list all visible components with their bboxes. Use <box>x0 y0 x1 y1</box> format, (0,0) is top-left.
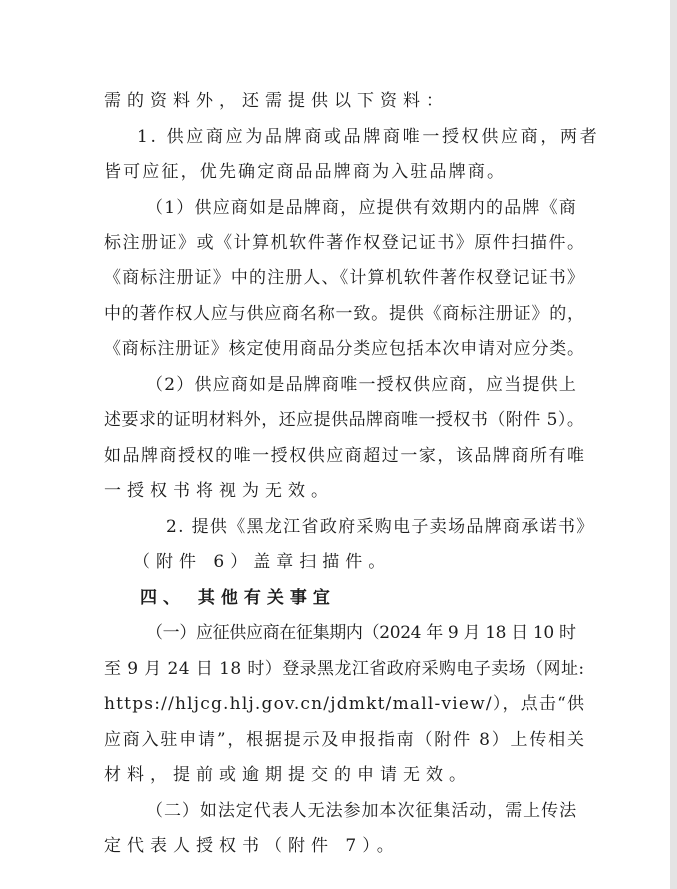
text-line: 应商入驻申请”，根据提示及申报指南（附件 8）上传相关 <box>104 730 586 750</box>
page-edge <box>670 0 677 889</box>
text-line: （1）供应商如是品牌商，应提供有效期内的品牌《商 <box>146 198 578 218</box>
text-line: 定代表人授权书（附件 7）。 <box>104 836 400 856</box>
text-line: 中的著作权人应与供应商名称一致。提供《商标注册证》的， <box>104 304 585 324</box>
text-line: 需的资料外，还需提供以下资料： <box>104 91 449 111</box>
text-line: 至 9 月 24 日 18 时）登录黑龙江省政府采购电子卖场（网址: <box>104 659 585 679</box>
text-line: 皆可应征，优先确定商品品牌商为入驻品牌商。 <box>104 162 507 182</box>
text-line: （附件 6）盖章扫描件。 <box>133 552 392 572</box>
text-line: （一）应征供应商在征集期内（2024 年 9 月 18 日 10 时 <box>146 623 576 643</box>
text-line: 述要求的证明材料外，还应提供品牌商唯一授权书（附件 5）。 <box>104 410 585 430</box>
section-heading: 四、 其他有关事宜 <box>140 588 336 608</box>
text-line: 标注册证》或《计算机软件著作权登记证书》原件扫描件。 <box>104 233 586 253</box>
text-line: 2. 提供《黑龙江省政府采购电子卖场品牌商承诺书》 <box>166 517 595 537</box>
text-line: 如品牌商授权的唯一授权供应商超过一家，该品牌商所有唯 <box>104 446 586 466</box>
url-line: https://hljcg.hlj.gov.cn/jdmkt/mall-view/），点击“供 <box>104 694 586 714</box>
text-line: 《商标注册证》核定使用商品分类应包括本次申请对应分类。 <box>104 339 585 359</box>
text-line: 材料，提前或逾期提交的申请无效。 <box>104 765 472 785</box>
text-line: 1. 供应商应为品牌商或品牌商唯一授权供应商，两者 <box>137 127 600 147</box>
text-line: （2）供应商如是品牌商唯一授权供应商，应当提供上 <box>146 375 578 395</box>
text-line: 《商标注册证》中的注册人、《计算机软件著作权登记证书》 <box>104 268 586 288</box>
text-line: 一授权书将视为无效。 <box>104 481 334 501</box>
text-line: （二）如法定代表人无法参加本次征集活动，需上传法 <box>146 801 578 821</box>
